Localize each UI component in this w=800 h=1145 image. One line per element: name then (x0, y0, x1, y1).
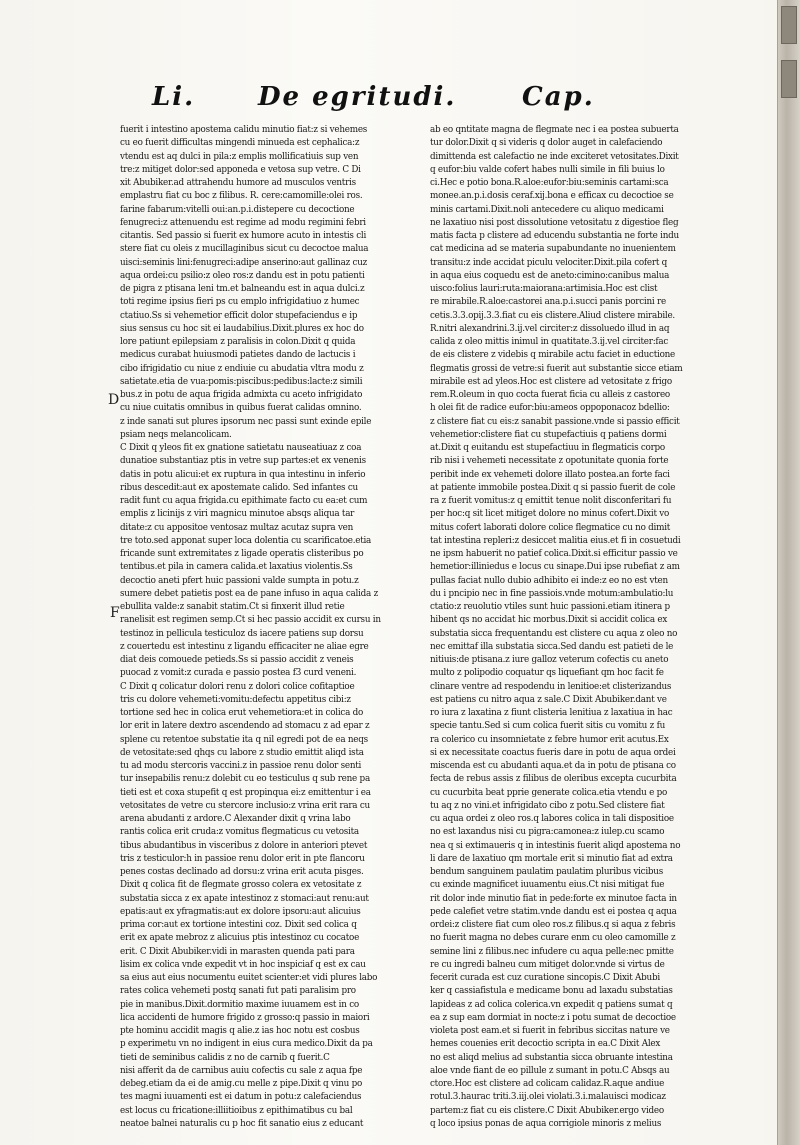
text-line: at.Dixit q euitandu est stupefactiuu in flegmaticis corpo (430, 443, 665, 453)
text-line: de pigra z ptisana leni tm.et balneandu est in aqua dulci.z (120, 284, 365, 294)
text-line: tur insepabilis renu:z dolebit cu eo testiculus q sub rene pa (120, 774, 370, 785)
text-line: lore patiunt epilepsiam z paralisis in colon.Dixit q quida (120, 337, 356, 347)
scan-edge-tab (781, 6, 797, 44)
text-line: emplis z licinijs z viri magnicu minutoe absqs aliqua tar (120, 509, 355, 520)
text-line: tat intestina repleri:z desiccet malitia eius.et fi in cosuetudi (430, 535, 681, 546)
left-text-column (120, 124, 428, 1131)
text-line: hibent qs no accidat hic morbus.Dixit si accidit colica ex (430, 615, 668, 626)
text-line: epatis:aut ex yfragmatis:aut ex dolore ipsoru:aut alicuius (120, 906, 361, 917)
text-line: cibo ifrigidatio cu niue z endiuie cu abudatia vltra modu z (120, 363, 364, 374)
text-line: semine lini z filibus.nec infudere cu aqua pelle:nec pmitte (430, 946, 674, 957)
text-line: no fuerit magna no debes curare enm cu oleo camomille z (430, 933, 676, 944)
text-line: pte hominu accidit magis q alie.z ias hoc notu est cosbus (120, 1026, 360, 1036)
text-line: farine fabarum:vitelli oui:an.p.i.distepere cu decoctione (120, 204, 355, 215)
text-line: z clistere fiat cu eis:z sanabit passione.vnde si passio efficit (430, 416, 680, 427)
text-line: fecerit curada est cuz curatione sincopis.C Dixit Abubi (430, 973, 660, 983)
text-line: miscenda est cu abudanti aqua.et da in potu de ptisana co (430, 761, 676, 771)
text-line: bendum sanguinem paulatim paulatim pluribus vicibus (430, 867, 663, 877)
text-line: cu aqua ordei z oleo ros.q labores colica in tali dispositioe (430, 814, 674, 824)
running-head-title: De egritudi. (258, 82, 457, 112)
text-line: rit dolor inde minutio fiat in pede:forte ex minutoe facta in (430, 893, 677, 904)
text-line: monee.an.p.i.dosis ceraf.xij.bona e efficax cu decoctioe se (430, 191, 674, 202)
text-line: testinoz in pellicula testiculoz ds iacere patiens sup dorsu (120, 628, 364, 639)
text-line: est patiens cu nitro aqua z sale.C Dixit Abubiker.dant ve (430, 694, 667, 705)
text-line: neatoe balnei naturalis cu p hoc fit sanatio eius z educant (120, 1118, 364, 1129)
text-line: z inde sanati sut plures ipsorum nec passi sunt exinde epile (120, 416, 372, 427)
text-line: rib nisi i vehemeti necessitate z opotunitate quonia forte (430, 456, 669, 467)
text-line: cu eo fuerit difficultas mingendi minueda est cephalica:z (120, 138, 360, 149)
text-line: violeta post eam.et si fuerit in febribus siccitas nature ve (430, 1026, 670, 1036)
text-line: puocad z vomit:z curada e passio postea f3 curd veneni. (120, 668, 357, 679)
text-line: emplastru fiat cu boc z filibus. R. cere:camomille:olei ros. (120, 191, 363, 202)
text-line: splene cu retentoe substatie ita q nil egredi pot de ea neqs (120, 734, 368, 745)
text-line: vehemetior:clistere fiat cu stupefactiuis q patiens dormi (430, 429, 667, 440)
text-line: rantis colica erit cruda:z vomitus flegmaticus cu vetosita (120, 827, 359, 838)
right-text-column (430, 124, 696, 1131)
text-line: uisco:folius lauri:ruta:maiorana:artimisia.Hoc est clist (430, 284, 658, 294)
text-line: tris cu dolore vehemeti:vomitu:defectu appetitus cibi:z (120, 694, 351, 705)
text-line: du i pncipio nec in fine passiois.vnde motum:ambulatio:lu (430, 588, 674, 599)
text-line: fecta de rebus assis z filibus de oleribus excepta cucurbita (430, 774, 677, 785)
running-head-book-number: Li. (152, 82, 196, 112)
text-line: matis facta p clistere ad educendu substantia ne forte indu (430, 231, 679, 241)
text-line: ebullita valde:z sanabit statim.Ct si finxerit illud retie (120, 602, 345, 612)
text-line: ranelisit est regimen semp.Ct si hec passio accidit ex cursu in (120, 615, 381, 626)
text-line: datis in potu alicui:et ex ruptura in qua intestinu in inferio (120, 469, 366, 480)
text-line: flegmatis grossi de vetre:si fuerit aut substantie sicce etiam (430, 363, 683, 374)
text-line: tris z testiculor:h in passioe renu dolor erit in pte flancoru (120, 853, 365, 864)
text-line: hemetior:illiniedus e locus cu sinape.Dui ipse rubefiat z am (430, 562, 680, 573)
scan-edge-strip (777, 0, 800, 1145)
text-line: tu ad modu stercoris vaccini.z in passioe renu dolor senti (120, 761, 362, 771)
text-line: ordei:z clistere fiat cum oleo ros.z filibus.q si aqua z febris (430, 920, 676, 930)
text-line: arena abudanti z ardore.C Alexander dixit q vrina labo (120, 814, 351, 824)
text-line: dunatioe substantiaz ptis in vetre sup partes:et ex venenis (120, 456, 366, 467)
text-line: hemes couenies erit decoctio scripta in ea.C Dixit Alex (430, 1039, 661, 1050)
text-line: substatia sicca z ex apate intestinoz z stomaci:aut renu:aut (120, 893, 369, 904)
text-line: tieti de seminibus calidis z no de carnib q fuerit.C (120, 1052, 330, 1063)
text-line: de vetositate:sed qhqs cu labore z studio emittit aliqd ista (120, 747, 364, 758)
text-line: peribit inde ex vehemeti dolore illato postea.an forte faci (430, 469, 670, 480)
margin-letter-f: F (110, 605, 120, 621)
text-line: no est aliqd melius ad substantia sicca obruante intestina (430, 1052, 673, 1063)
text-line: ea z sup eam dormiat in nocte:z i potu sumat de decoctioe (430, 1012, 676, 1023)
text-line: ne laxatiuo nisi post dissolutione vetositatu z digestioe fleg (430, 217, 679, 228)
text-line: re cu ingredi balneu cum mitiget dolor.vnde si virtus de (430, 959, 665, 970)
text-line: erit ex apate mebroz z alicuius ptis intestinoz cu cocatoe (120, 933, 360, 944)
text-line: erit. C Dixit Abubiker.vidi in marasten quenda pati para (120, 946, 355, 957)
text-line: tur dolor.Dixit q si videris q dolor auget in calefaciendo (430, 138, 663, 149)
text-line: no est laxandus nisi cu pigra:camonea:z iulep.cu scamo (430, 827, 665, 838)
text-line: sa eius aut eius nocumentu euitet scienter:et vidi plures labo (120, 973, 378, 983)
text-line: aloe vnde fiant de eo pillule z sumant in potu.C Absqs au (430, 1065, 670, 1076)
text-line: q eufor:biu valde cofert habes nulli simile in fili buius lo (430, 164, 665, 175)
text-line: vtendu est aq dulci in pila:z emplis mollificatiuis sup ven (120, 151, 359, 162)
text-line: calida z oleo mittis inimul in quatitate.3.ij.vel circiter:fac (430, 337, 669, 347)
text-line: rem.R.oleum in quo cocta fuerat ficia cu alleis z castoreo (430, 390, 670, 400)
text-line: tre toto.sed apponat super loca dolentia cu scarificatoe.etia (120, 535, 372, 546)
text-line: cetis.3.3.opij.3.3.fiat cu eis clistere.Aliud clistere mirabile. (430, 310, 675, 321)
text-line: nea q si extimaueris q in intestinis fuerit aliqd apostema no (430, 840, 681, 851)
text-line: C Dixit q colicatur dolori renu z dolori colice cofitaptioe (120, 681, 355, 692)
text-line: bus.z in potu de aqua frigida admixta cu aceto infrigidato (120, 390, 363, 400)
text-line: ker q cassiafistula e medicame bonu ad laxadu substatias (430, 986, 673, 997)
text-line: tortione sed hec in colica erut vehemetiora:et in colica do (120, 708, 364, 718)
text-line: ctatio:z reuolutio vtiles sunt huic passioni.etiam itinera p (430, 602, 670, 612)
scan-edge-tab (781, 60, 797, 98)
text-line: tu aq z no vini.et infrigidato cibo z potu.Sed clistere fiat (430, 800, 665, 811)
text-line: si ex necessitate coactus fueris dare in potu de aqua ordei (430, 747, 676, 758)
text-line: C Dixit q yleos fit ex gnatione satietatu nauseatiuaz z coa (120, 443, 362, 453)
text-line: penes costas declinado ad dorsu:z vrina erit acuta pisges. (120, 867, 364, 877)
text-line: tieti est et coxa stupefit q est propinqua ei:z emittentur i ea (120, 787, 371, 798)
text-line: xit Abubiker.ad attrahendu humore ad musculos ventris (120, 178, 356, 188)
text-line: lapideas z ad colica colerica.vn expedit q patiens sumat q (430, 999, 673, 1010)
text-line: li dare de laxatiuo qm mortale erit si minutio fiat ad extra (430, 853, 673, 864)
text-line: ra colerico cu insomnietate z febre humor erit acutus.Ex (430, 734, 669, 745)
text-line: satietate.etia de vua:pomis:piscibus:pedibus:lacte:z simili (120, 376, 363, 387)
text-line: transitu:z inde accidat piculu velociter.Dixit.pila cofert q (430, 257, 668, 268)
text-line: nec emittaf illa substatia sicca.Sed dandu est patieti de le (430, 641, 674, 652)
text-line: lica accidenti de humore frigido z grosso:q passio in maiori (120, 1012, 370, 1023)
running-head-chapter: Cap. (522, 82, 595, 112)
text-line: nitiuis:de ptisana.z iure galloz veterum cofectis cu aneto (430, 655, 669, 665)
text-line: tentibus.et pila in camera calida.et laxatius violentis.Ss (120, 562, 353, 573)
text-line: stere fiat cu oleis z mucillaginibus sicut cu decoctoe malua (120, 244, 369, 255)
text-line: debeg.etiam da ei de amig.cu melle z pipe.Dixit q vinu po (120, 1079, 363, 1089)
text-line: de eis clistere z videbis q mirabile actu faciet in eductione (430, 350, 675, 361)
text-line: cat medicina ad se materia supabundante no inuenientem (430, 244, 676, 255)
text-line: specie tantu.Sed si cum colica fuerit sitis cu vomitu z fu (430, 721, 665, 732)
text-line: prima cor:aut ex tortione intestini coz. Dixit sed colica q (120, 920, 357, 930)
text-line: R.nitri alexandrini.3.ij.vel circiter:z dissoluedo illud in aq (430, 323, 670, 334)
text-line: ctatiuo.Ss si vehemetior efficit dolor stupefaciendus e ip (120, 310, 358, 321)
margin-letter-d: D (108, 392, 120, 408)
text-line: ne ipsm habuerit no patief colica.Dixit.si efficitur passio ve (430, 549, 678, 559)
text-line: citantis. Sed passio si fuerit ex humore acuto in intestis cli (120, 231, 367, 241)
text-line: mirabile est ad yleos.Hoc est clistere ad vetositate z frigo (430, 376, 672, 387)
text-line: fuerit i intestino apostema calidu minutio fiat:z si vehemes (120, 125, 368, 135)
text-line: ro iura z laxatina z fiunt clisteria lenitiua z laxatiua in hac (430, 708, 673, 718)
text-line: z couertedu est intestinu z ligandu efficaciter ne aliae egre (120, 641, 369, 652)
text-line: in aqua eius coquedu est de aneto:cimino:canibus malua (430, 270, 670, 281)
text-line: lor erit in latere dextro ascendendo ad stomacu z ad epar z (120, 721, 370, 732)
text-line: uisci:seminis lini:fenugreci:adipe anserino:aut gallinaz cuz (120, 257, 367, 268)
text-line: pede calefiet vetre statim.vnde dandu est ei postea q aqua (430, 906, 677, 917)
text-line: diat deis comouede petieds.Ss si passio accidit z veneis (120, 655, 354, 665)
text-line: ribus descedit:aut ex apostemate calido. Sed infantes cu (120, 482, 358, 493)
text-line: sumere debet patietis post ea de pane infuso in aqua calida z (120, 588, 378, 599)
text-line: cu exinde magnificet iuuamentu eius.Ct nisi mitigat fue (430, 880, 665, 891)
text-line: cu niue cuitatis omnibus in quibus fuerat calidas omnino. (120, 403, 362, 414)
text-line: nisi afferit da de carnibus auiu cofectis cu sale z aqua fpe (120, 1065, 363, 1076)
text-line: radit funt cu aqua frigida.cu epithimate facto cu ea:et cum (120, 496, 368, 506)
text-line: at patiente immobile postea.Dixit q si passio fuerit de cole (430, 482, 676, 493)
text-line: toti regime ipsius fieri ps cu emplo infrigidatiuo z humec (120, 297, 360, 308)
text-line: ctore.Hoc est clistere ad colicam calidaz.R.aque andiue (430, 1079, 665, 1089)
text-line: est locus cu fricatione:illiitioibus z epithimatibus cu bal (120, 1105, 353, 1116)
text-line: pullas faciat nullo dubio adhibito ei inde:z eo no est vten (430, 575, 668, 586)
text-line: Dixit q colica fit de flegmate grosso colera ex vetositate z (120, 880, 362, 891)
text-line: psiam neqs melancolicam. (120, 429, 232, 440)
text-line: mitus cofert laborati dolore colice flegmatice cu no dimit (430, 522, 671, 533)
text-line: fricande sunt extremitates z ligade operatis clisteribus po (120, 549, 364, 559)
text-line: tibus abudantibus in visceribus z dolore in anteriori ptevet (120, 840, 368, 851)
text-line: rotul.3.haurac triti.3.iij.olei violati.3.i.malauisci modicaz (430, 1092, 666, 1103)
text-line: vetositates de vetre cu stercore inclusio:z vrina erit rara cu (120, 800, 370, 811)
text-line: fenugreci:z attenuendu est regime ad modu regimini febri (120, 217, 366, 228)
text-line: minis cartami.Dixit.noli antecedere cu aliquo medicami (430, 204, 664, 215)
text-line: substatia sicca frequentandu est clistere cu aqua z oleo no (430, 628, 678, 639)
text-line: ab eo qntitate magna de flegmate nec i ea postea subuerta (430, 125, 679, 135)
text-line: pie in manibus.Dixit.dormitio maxime iuuamem est in co (120, 999, 359, 1010)
text-line: cu cucurbita beat pprie generate colica.etia vtendu e po (430, 787, 668, 798)
text-line: ci.Hec e potio bona.R.aloe:eufor:biu:seminis cartami:sca (430, 178, 669, 188)
text-line: ditate:z cu appositoe ventosaz multaz acutaz supra ven (120, 522, 354, 533)
text-line: lisim ex colica vnde expedit vt in hoc inspiciaf q est ex cau (120, 959, 366, 970)
text-line: decoctio aneti pfert huic passioni valde sumpta in potu.z (120, 575, 359, 586)
text-line: tre:z mitiget dolor:sed apponeda e vetosa sup vetre. C Di (120, 164, 361, 175)
text-line: re mirabile.R.aloe:castorei ana.p.i.succi panis porcini re (430, 297, 666, 308)
text-line: multo z polipodio coquatur qs liquefiant qm hoc facit fe (430, 668, 664, 679)
text-line: per hoc:q sit licet mitiget dolore no minus cofert.Dixit vo (430, 509, 670, 520)
text-line: sius sensus cu hoc sit ei laudabilius.Dixit.plures ex hoc do (120, 323, 364, 334)
text-line: h olei fit de radice eufor:biu:ameos oppoponacoz bdellio: (430, 403, 670, 414)
text-line: aqua ordei:cu psilio:z oleo ros:z dandu est in potu patienti (120, 270, 365, 281)
text-line: clinare ventre ad respodendu in lenitioe:et clisterizandus (430, 681, 672, 692)
text-line: dimittenda est calefactio ne inde exciteret vetositates.Dixit (430, 151, 679, 162)
text-line: partem:z fiat cu eis clistere.C Dixit Abubiker.ergo video (430, 1105, 664, 1116)
text-line: q loco ipsius ponas de aqua corrigiole minoris z melius (430, 1118, 662, 1129)
text-line: tes magni iuuamenti est ei datum in potu:z calefaciendus (120, 1092, 362, 1103)
text-line: medicus curabat huiusmodi patietes dando de lactucis i (120, 350, 356, 361)
text-line: p experimetu vn no indigent in eius cura medico.Dixit da pa (120, 1039, 373, 1050)
text-line: ra z fuerit vomitus:z q emittit tenue nolit disconferitari fu (430, 496, 672, 506)
text-line: rates colica vehemeti postq sanati fut pati paralisim pro (120, 986, 356, 997)
